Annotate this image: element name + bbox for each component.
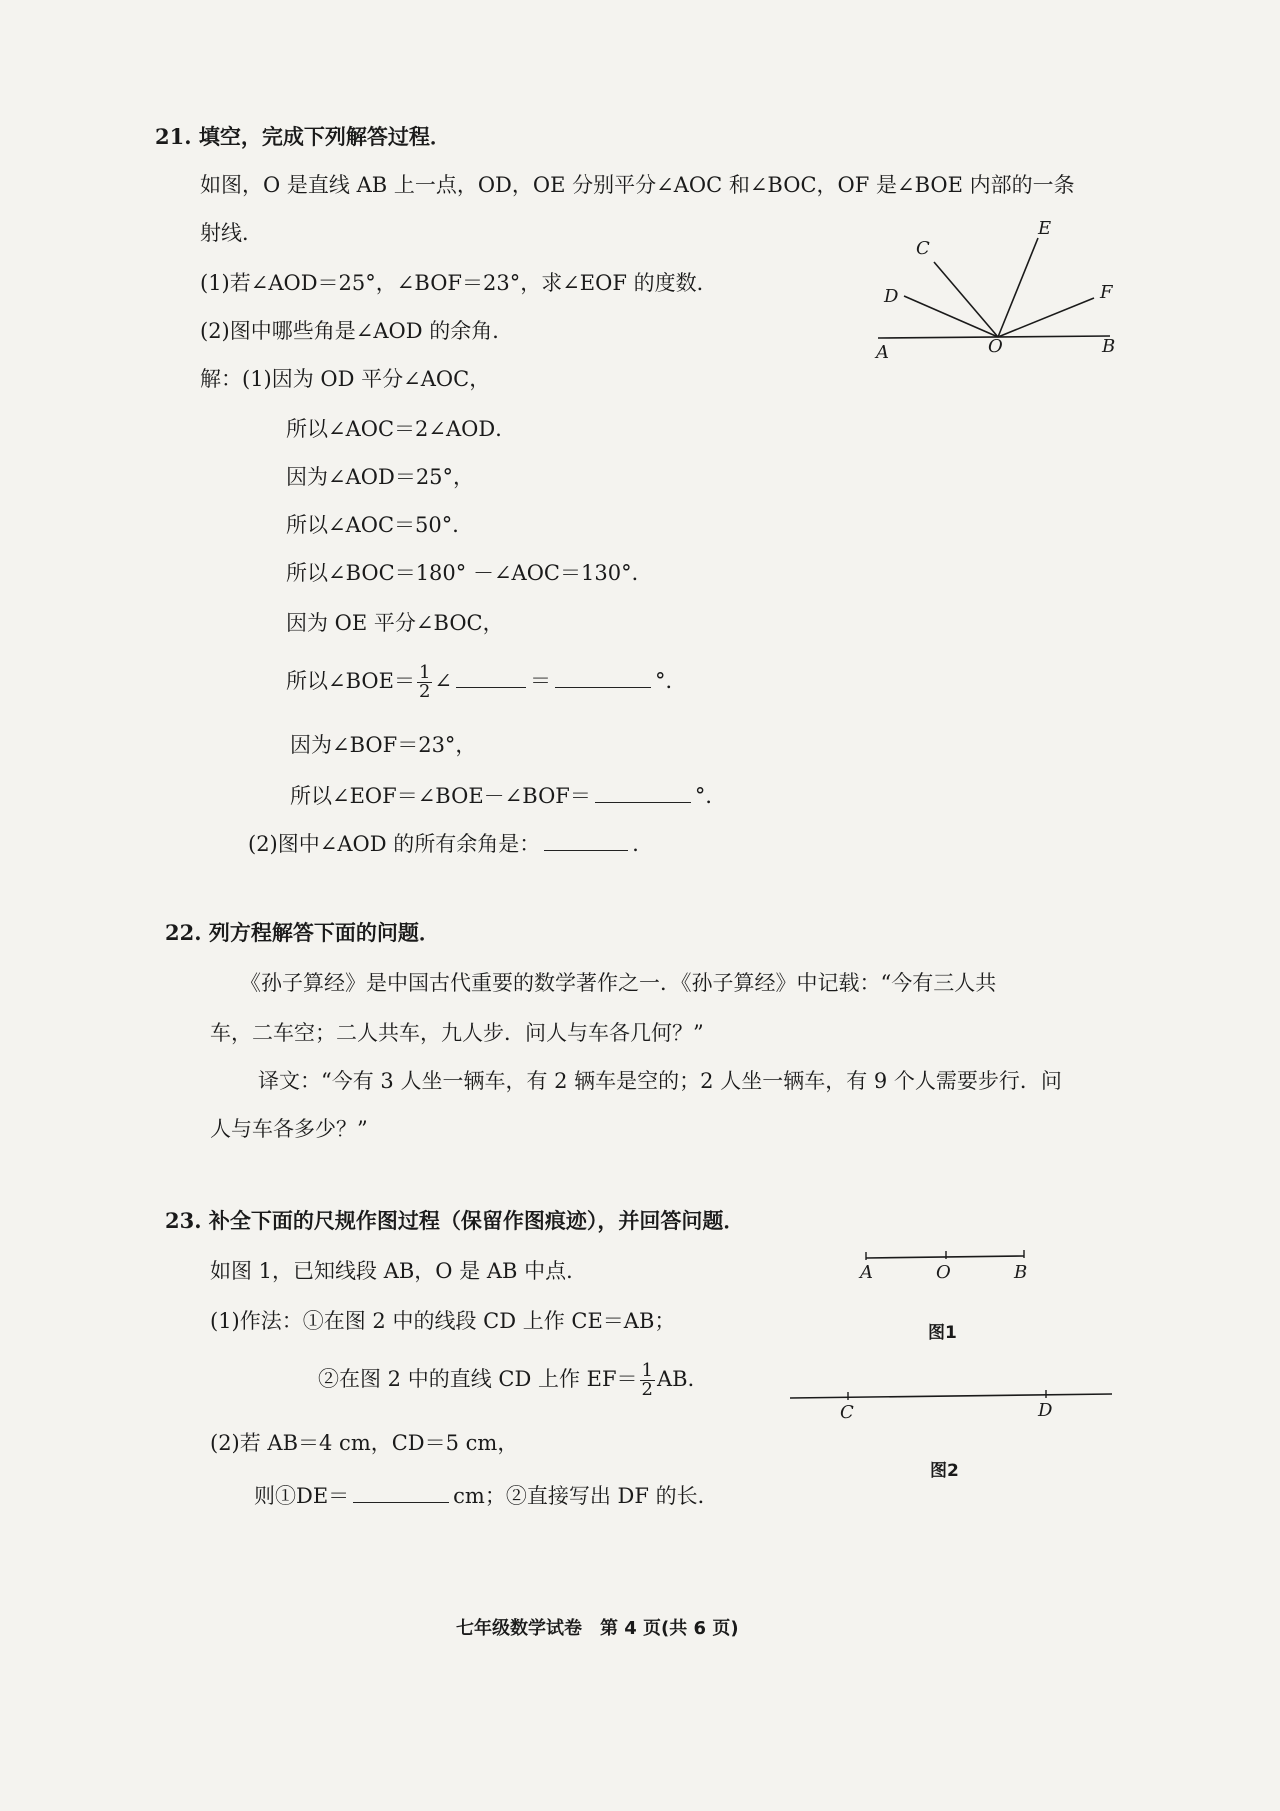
fig1-label-b: B [1014,1262,1028,1283]
de-length-blank[interactable] [353,1480,449,1503]
q23-line5-prefix: 则①DE＝ [254,1484,350,1508]
q21-step1: 所以∠AOC＝2∠AOD． [286,417,517,441]
q23-line3-suffix: AB． [657,1367,709,1391]
complement-angles-blank[interactable] [544,828,628,851]
fraction-one-half [417,664,432,701]
q21-step8-prefix: 所以∠EOF＝∠BOE－∠BOF＝ [290,784,591,808]
q21-step8-suffix: °． [694,784,727,808]
q23-line1: 如图 1，已知线段 AB，O 是 AB 中点． [210,1259,588,1283]
q21-part2-answer-prefix: (2)图中∠AOD 的所有余角是： [248,832,541,856]
fig1-label-a: A [860,1262,873,1283]
q23-line2: (1)作法：①在图 2 中的线段 CD 上作 CE＝AB； [210,1309,676,1333]
q21-part1: (1)若∠AOD＝25°，∠BOF＝23°，求∠EOF 的度数． [200,271,718,295]
q21-stem-line2: 射线． [200,221,263,245]
ray-oe [998,238,1038,337]
fig21-label-c: C [916,238,930,259]
q22-line3: 译文：“今有 3 人坐一辆车，有 2 辆车是空的；2 人坐一辆车，有 9 个人需要步行．问 [258,1069,1062,1093]
fig21-label-e: E [1038,218,1052,239]
q21-part2-answer [248,828,653,859]
fig21-label-b: B [1102,336,1116,357]
fig21-label-a: A [876,342,889,363]
q21-stem-line1: 如图，O 是直线 AB 上一点，OD，OE 分别平分∠AOC 和∠BOC，OF 是∠BOE 内部的一条 [200,173,1075,197]
fig21-label-o: O [988,336,1003,357]
fig2-label-c: C [840,1402,854,1423]
q21-title: 21. 填空，完成下列解答过程． [155,124,451,149]
fraction-denominator: 2 [418,681,431,702]
q21-step6-prefix: 所以∠BOE＝ [286,669,415,693]
q23-title: 23. 补全下面的尺规作图过程（保留作图痕迹），并回答问题． [165,1208,745,1233]
q22-line4: 人与车各多少？” [210,1117,368,1141]
q21-step7: 因为∠BOF＝23°， [290,733,477,757]
page-footer: 七年级数学试卷 第 4 页(共 6 页) [456,1618,739,1639]
fig2-label-d: D [1038,1400,1053,1421]
angle-name-blank[interactable] [456,665,526,688]
q21-step6 [286,664,687,701]
ray-oc [934,262,998,337]
q23-line3-prefix: ②在图 2 中的直线 CD 上作 EF＝ [318,1367,638,1391]
fraction-numerator: 1 [418,662,431,683]
fig1-label-o: O [936,1262,951,1283]
q21-part2-answer-suffix: ． [632,832,654,856]
fig21-label-d: D [884,286,899,307]
q21-step3: 所以∠AOC＝50°． [286,513,474,537]
q23-line3 [318,1362,709,1399]
q21-solution-intro: 解：(1)因为 OD 平分∠AOC， [200,367,491,391]
q23-line4: (2)若 AB＝4 cm，CD＝5 cm， [210,1431,519,1455]
line-cd [790,1394,1112,1398]
ray-of [998,298,1094,337]
q23-line5 [254,1480,719,1511]
q21-step4: 所以∠BOC＝180° －∠AOC＝130°． [286,561,653,585]
q21-part2: (2)图中哪些角是∠AOD 的余角． [200,319,514,343]
fig1-caption: 图1 [928,1323,957,1343]
segment-ab [866,1256,1024,1258]
q21-step6-suffix: °． [655,669,687,693]
fig2-caption: 图2 [930,1461,959,1481]
q21-step5: 因为 OE 平分∠BOC， [286,611,504,635]
q21-step8 [290,780,726,811]
fig21-label-f: F [1100,282,1113,303]
q22-line2: 车，二车空；二人共车，九人步．问人与车各几何？” [210,1021,704,1045]
ray-od [904,296,998,337]
q23-line5-suffix: cm；②直接写出 DF 的长． [453,1484,719,1508]
angle-eof-value-blank[interactable] [595,780,691,803]
angle-symbol: ∠ [434,669,453,693]
q21-step2: 因为∠AOD＝25°， [286,465,475,489]
fraction-one-half [640,1362,655,1399]
fraction-denominator: 2 [641,1379,653,1400]
q22-line1: 《孙子算经》是中国古代重要的数学著作之一．《孙子算经》中记载：“今有三人共 [240,971,997,995]
q22-title: 22. 列方程解答下面的问题． [165,920,440,945]
q23-figure2-line [0,0,1,1]
fraction-numerator: 1 [641,1360,653,1381]
angle-bOE-value-blank[interactable] [555,665,651,688]
bleed-through-text [700,120,706,144]
equals-sign: ＝ [530,669,552,693]
